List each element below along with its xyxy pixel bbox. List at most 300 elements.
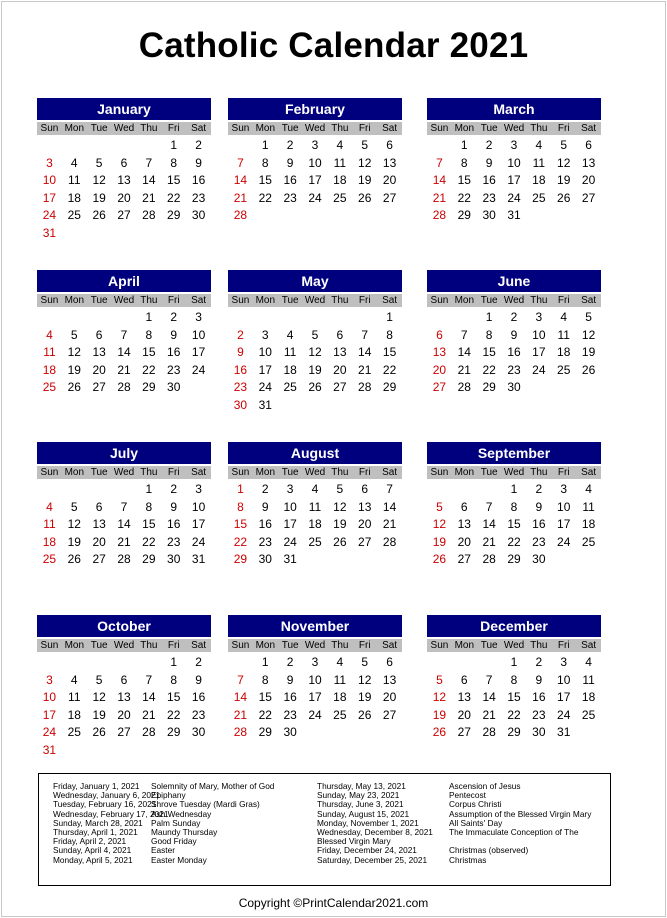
empty-cell [136,137,161,155]
month-june [427,270,601,397]
holiday-name: Palm Sunday [151,817,201,828]
weekday-label: Mon [255,640,276,651]
month-july [37,442,211,569]
weekday-label: Tue [480,467,498,478]
day-cell: 21 [432,190,447,205]
day-cell: 29 [258,725,272,740]
day-cell: 16 [258,517,272,532]
day-cell: 10 [308,672,322,687]
day-cell: 25 [557,362,571,377]
day-cell: 4 [286,327,294,342]
weekday-label: Fri [557,123,570,134]
day-cell: 2 [286,138,294,152]
day-cell: 20 [457,534,471,549]
weekday-label: Mon [255,295,276,306]
holiday-date: Friday, April 2, 2021 [53,836,127,847]
day-cell: 15 [167,690,181,705]
day-cell: 15 [457,173,471,188]
month-november [228,615,402,742]
empty-cell [253,309,278,327]
day-cell: 23 [507,362,521,377]
day-cell: 14 [117,345,131,360]
weekday-label: Tue [281,640,299,651]
day-cell: 30 [233,397,248,412]
day-cell: 15 [507,517,521,532]
holiday-date: Sunday, March 28, 2021 [53,817,143,828]
day-cell: 18 [308,517,322,532]
day-cell: 12 [358,672,372,687]
day-cell: 16 [283,690,297,705]
weekday-label: Mon [255,123,276,134]
day-cell: 27 [432,380,447,395]
month-name: September [427,442,601,464]
day-cell: 25 [581,534,596,549]
day-cell: 17 [308,173,322,188]
holiday-name: Christmas [449,854,487,865]
holiday-date: Wednesday, February 17, 2021 [53,808,169,819]
day-cell: 30 [191,208,206,223]
page-title: Catholic Calendar 2021 [138,26,529,65]
day-cell: 18 [333,173,347,188]
month-december [427,615,601,742]
day-cell: 27 [92,380,106,395]
day-cell: 9 [286,672,294,687]
weekday-label: Fri [557,467,570,478]
day-cell: 13 [92,345,106,360]
day-cell: 19 [308,362,322,377]
day-cell: 28 [117,380,131,395]
day-cell: 9 [195,672,202,687]
day-cell: 8 [261,672,269,687]
day-cell: 6 [460,499,468,514]
weekday-label: Thu [530,467,548,478]
weekday-label: Fri [358,467,371,478]
empty-cell [278,309,303,327]
day-cell: 4 [311,482,319,496]
day-cell: 7 [436,155,443,170]
day-cell: 7 [145,155,153,170]
weekday-label: Tue [480,123,498,134]
day-cell: 4 [46,499,53,514]
day-cell: 20 [432,362,447,377]
day-cell: 22 [233,534,248,549]
weekday-label: Thu [331,467,349,478]
day-cell: 4 [336,138,344,152]
day-cell: 10 [283,499,297,514]
day-cell: 14 [482,517,496,532]
day-cell: 27 [92,552,106,567]
day-cell: 2 [170,482,178,496]
day-cell: 9 [261,499,269,514]
day-cell: 19 [581,345,596,360]
weekday-label: Sat [191,295,207,306]
empty-cell [427,137,452,155]
day-cell: 1 [460,138,468,152]
holiday-date: Monday, November 1, 2021 [317,817,419,828]
day-cell: 3 [46,155,53,170]
day-cell: 29 [457,208,471,223]
day-cell: 28 [233,208,248,223]
day-cell: 12 [92,173,106,188]
day-cell: 31 [42,742,57,757]
day-cell: 13 [382,155,397,170]
day-cell: 15 [258,173,272,188]
day-cell: 25 [42,552,57,567]
holiday-name: Blessed Virgin Mary [317,836,391,847]
day-cell: 25 [42,380,57,395]
weekday-label: Sat [382,640,398,651]
day-cell: 20 [117,707,131,722]
weekday-label: Sat [382,295,398,306]
weekday-label: Sat [191,640,207,651]
weekday-label: Thu [331,640,349,651]
empty-cell [62,137,87,155]
weekday-label: Sun [231,640,250,651]
weekday-label: Tue [281,467,299,478]
day-cell: 29 [507,552,521,567]
day-cell: 17 [557,517,571,532]
day-cell: 10 [532,327,546,342]
day-cell: 2 [286,655,294,669]
day-cell: 17 [532,345,546,360]
day-cell: 15 [507,690,521,705]
day-cell: 3 [560,482,568,496]
holiday-date: Sunday, April 4, 2021 [53,845,132,856]
empty-cell [37,309,62,327]
day-cell: 21 [358,362,372,377]
day-cell: 4 [70,155,78,170]
holiday-date: Thursday, April 1, 2021 [53,826,138,837]
day-cell: 22 [142,534,156,549]
day-cell: 9 [535,499,543,514]
day-cell: 11 [68,690,81,705]
holiday-name: Epiphany [151,790,186,801]
day-cell: 24 [507,190,521,205]
day-cell: 12 [557,155,571,170]
day-cell: 5 [336,482,344,496]
day-cell: 21 [457,362,471,377]
day-cell: 1 [261,138,269,152]
weekday-label: Thu [331,295,349,306]
day-cell: 30 [191,725,206,740]
day-cell: 31 [258,397,272,412]
day-cell: 26 [67,380,81,395]
day-cell: 14 [382,499,397,514]
day-cell: 13 [117,690,131,705]
day-grid [37,137,211,243]
day-cell: 1 [510,655,518,669]
day-cell: 9 [237,345,244,360]
day-cell: 31 [42,225,57,240]
day-cell: 7 [460,327,468,342]
weekday-label: Tue [90,467,108,478]
day-cell: 24 [308,190,322,205]
empty-cell [136,654,161,672]
weekday-label: Sat [382,467,398,478]
month-january [37,98,211,243]
day-cell: 22 [507,707,521,722]
day-cell: 25 [283,380,297,395]
day-cell: 30 [532,552,546,567]
day-cell: 22 [167,707,181,722]
day-cell: 8 [510,672,518,687]
empty-cell [303,309,328,327]
day-cell: 1 [510,482,518,496]
weekday-header [228,122,402,135]
day-grid [37,309,211,397]
weekday-label: Mon [64,467,85,478]
empty-cell [228,309,253,327]
day-cell: 21 [142,707,156,722]
day-cell: 8 [237,499,244,514]
weekday-label: Wed [503,295,525,306]
day-cell: 15 [382,345,397,360]
day-cell: 12 [581,327,596,342]
weekday-label: Tue [281,295,299,306]
month-name: December [427,615,601,637]
day-cell: 24 [557,707,571,722]
day-cell: 2 [535,482,543,496]
day-cell: 1 [145,482,153,496]
day-cell: 22 [167,190,181,205]
day-cell: 30 [532,725,546,740]
day-cell: 10 [42,690,57,705]
day-cell: 27 [457,552,471,567]
day-cell: 6 [436,327,443,342]
weekday-label: Wed [113,640,135,651]
empty-cell [112,309,137,327]
day-cell: 22 [507,534,521,549]
day-cell: 25 [67,725,81,740]
day-cell: 11 [43,345,56,360]
day-cell: 3 [311,655,319,669]
day-cell: 5 [95,672,103,687]
day-cell: 3 [535,310,543,324]
month-name: August [228,442,402,464]
holiday-date: Friday, January 1, 2021 [53,781,140,791]
day-cell: 28 [117,552,131,567]
day-cell: 31 [507,208,521,223]
day-cell: 6 [460,672,468,687]
weekday-header [37,466,211,479]
empty-cell [427,654,452,672]
day-cell: 23 [191,190,206,205]
day-cell: 15 [142,345,156,360]
weekday-label: Sun [231,123,250,134]
holiday-date: Friday, December 24, 2021 [317,845,417,856]
day-cell: 7 [237,155,244,170]
weekday-label: Sun [40,123,59,134]
weekday-label: Fri [557,640,570,651]
month-september [427,442,601,569]
weekday-label: Sun [231,467,250,478]
day-cell: 23 [532,534,546,549]
day-cell: 7 [485,499,493,514]
day-cell: 22 [382,362,397,377]
day-cell: 3 [510,138,518,152]
holiday-name: Christmas (observed) [449,845,529,856]
month-name: February [228,98,402,120]
day-cell: 19 [92,707,106,722]
day-cell: 27 [117,725,131,740]
day-cell: 21 [482,534,496,549]
day-cell: 10 [308,155,322,170]
weekday-header [427,122,601,135]
day-cell: 23 [258,534,272,549]
day-cell: 18 [333,690,347,705]
day-cell: 20 [382,690,397,705]
day-cell: 3 [195,482,202,496]
day-cell: 6 [95,499,103,514]
day-cell: 2 [261,482,269,496]
day-cell: 26 [333,534,347,549]
day-cell: 18 [532,173,546,188]
day-cell: 19 [67,362,81,377]
holiday-name: Solemnity of Mary, Mother of God [151,781,275,791]
day-cell: 28 [482,725,496,740]
day-cell: 19 [557,173,571,188]
day-cell: 7 [120,499,128,514]
holiday-name: Ash Wednesday [151,808,212,819]
day-cell: 29 [482,380,496,395]
day-cell: 8 [170,155,178,170]
day-cell: 23 [482,190,496,205]
day-cell: 4 [585,482,592,496]
day-cell: 4 [336,655,344,669]
day-cell: 26 [92,208,106,223]
day-grid [37,654,211,760]
day-cell: 20 [358,517,372,532]
day-cell: 18 [581,690,596,705]
empty-cell [87,654,112,672]
day-cell: 5 [436,672,443,687]
day-cell: 1 [261,655,269,669]
day-cell: 21 [382,517,397,532]
day-cell: 24 [283,534,297,549]
weekday-label: Mon [255,467,276,478]
day-cell: 26 [432,725,447,740]
day-cell: 28 [142,725,156,740]
day-cell: 30 [258,552,272,567]
day-cell: 17 [42,707,57,722]
holiday-date: Saturday, December 25, 2021 [317,854,428,865]
weekday-label: Sun [40,640,59,651]
day-cell: 29 [233,552,248,567]
day-cell: 1 [145,310,153,324]
day-cell: 12 [358,155,372,170]
day-cell: 3 [286,482,294,496]
holiday-name: Corpus Christi [449,799,502,810]
day-cell: 11 [557,327,570,342]
weekday-label: Fri [167,640,180,651]
empty-cell [452,654,477,672]
day-cell: 24 [42,208,57,223]
day-cell: 18 [67,190,81,205]
day-cell: 28 [457,380,471,395]
weekday-label: Tue [480,295,498,306]
day-cell: 4 [535,138,543,152]
day-cell: 7 [361,327,369,342]
empty-cell [477,481,502,499]
day-cell: 12 [67,517,81,532]
day-cell: 28 [233,725,248,740]
day-cell: 9 [286,155,294,170]
empty-cell [62,654,87,672]
day-cell: 6 [361,482,369,496]
holiday-date: Wednesday, December 8, 2021 [317,826,433,837]
day-cell: 27 [581,190,596,205]
day-cell: 20 [92,362,106,377]
day-cell: 19 [432,534,447,549]
month-name: July [37,442,211,464]
weekday-label: Mon [454,123,475,134]
empty-cell [427,481,452,499]
empty-cell [477,654,502,672]
day-cell: 20 [457,707,471,722]
weekday-label: Wed [304,640,326,651]
day-cell: 2 [170,310,178,324]
day-cell: 25 [308,534,322,549]
day-cell: 30 [482,208,496,223]
day-cell: 22 [258,707,272,722]
empty-cell [452,309,477,327]
weekday-label: Sat [581,295,597,306]
month-name: October [37,615,211,637]
day-cell: 10 [557,499,571,514]
day-cell: 25 [333,707,347,722]
empty-cell [112,654,137,672]
holiday-name: All Saints' Day [449,817,503,828]
day-cell: 16 [532,690,546,705]
day-grid [228,654,402,742]
weekday-label: Sun [40,295,59,306]
holiday-date: Wednesday, January 6, 2021 [53,790,161,801]
day-grid [427,654,601,742]
day-cell: 4 [585,655,592,669]
day-cell: 8 [145,327,153,342]
day-cell: 29 [142,552,156,567]
day-cell: 5 [95,155,103,170]
day-cell: 20 [581,173,596,188]
day-grid [37,481,211,569]
day-cell: 19 [358,690,372,705]
day-cell: 21 [142,190,156,205]
day-cell: 24 [42,725,57,740]
day-cell: 1 [485,310,493,324]
day-cell: 21 [233,707,248,722]
day-cell: 26 [308,380,322,395]
day-cell: 15 [482,345,496,360]
day-grid [427,137,601,225]
day-cell: 14 [142,690,156,705]
day-cell: 26 [432,552,447,567]
weekday-label: Tue [90,640,108,651]
day-cell: 20 [117,190,131,205]
day-cell: 25 [333,190,347,205]
month-february [228,98,402,225]
weekday-label: Thu [530,123,548,134]
weekday-label: Tue [480,640,498,651]
day-cell: 1 [237,482,244,496]
day-cell: 24 [191,534,206,549]
holiday-name: Ascension of Jesus [449,781,521,791]
day-cell: 18 [67,707,81,722]
day-cell: 14 [117,517,131,532]
weekday-label: Fri [557,295,570,306]
day-cell: 9 [195,155,202,170]
day-cell: 17 [258,362,272,377]
empty-cell [452,481,477,499]
